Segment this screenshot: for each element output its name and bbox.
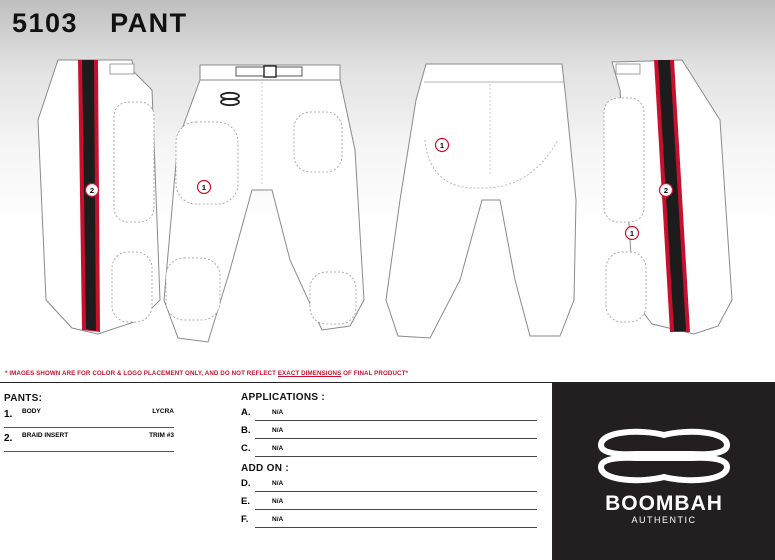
pant-back-view: [386, 64, 576, 338]
pant-front-view: [164, 65, 364, 342]
marker-1-back: [436, 139, 449, 152]
brand-panel: [553, 382, 775, 560]
addon-row: D. N/A: [241, 475, 537, 492]
application-row: C. N/A: [241, 440, 537, 457]
applications-section: [241, 392, 537, 528]
marker-1-front: [198, 181, 211, 194]
boombah-bb-logo-icon: [591, 427, 737, 485]
svg-text:1: 1: [439, 141, 445, 150]
svg-text:1: 1: [201, 183, 207, 192]
svg-text:2: 2: [663, 186, 669, 195]
pants-illustrations: [0, 40, 775, 360]
pants-section-title: PANTS:: [4, 393, 43, 404]
addon-title: ADD ON :: [241, 463, 289, 474]
pants-item-row: 1. BODY LYCRA: [4, 407, 174, 428]
style-number: 5103: [12, 8, 79, 38]
application-row: A. N/A: [241, 404, 537, 421]
addon-row: F. N/A: [241, 511, 537, 528]
marker-1-right: [626, 227, 639, 240]
svg-text:2: 2: [89, 186, 95, 195]
applications-title: APPLICATIONS :: [241, 392, 326, 403]
svg-text:1: 1: [629, 229, 635, 238]
marker-2-left: [86, 184, 99, 197]
brand-name: BOOMBAH: [605, 492, 723, 515]
brand-tagline: AUTHENTIC: [631, 515, 697, 525]
section-divider: [0, 382, 552, 383]
disclaimer-note: * IMAGES SHOWN ARE FOR COLOR & LOGO PLACEMENT ONLY, AND DO NOT REFLECT EXACT DIMENSIONS OF FINAL PRODUCT*: [5, 370, 408, 377]
pant-right-side-view: [604, 60, 732, 334]
pants-item-row: 2. BRAID INSERT TRIM #3: [4, 431, 174, 452]
pants-materials-list: [4, 393, 174, 452]
product-name: PANT: [110, 8, 188, 38]
application-row: B. N/A: [241, 422, 537, 439]
marker-2-right: [660, 184, 673, 197]
addon-row: E. N/A: [241, 493, 537, 510]
pant-left-side-view: [38, 60, 160, 334]
page-title: [12, 8, 188, 39]
